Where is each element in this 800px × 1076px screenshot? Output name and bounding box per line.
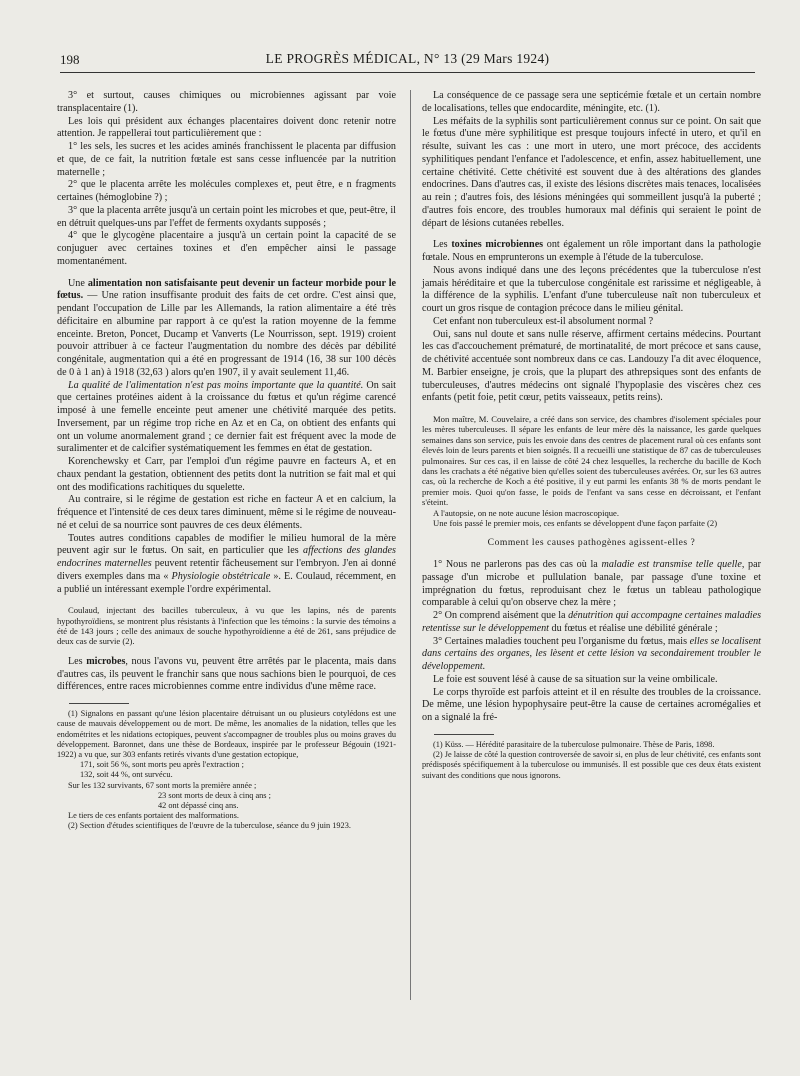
column-divider — [410, 90, 411, 1000]
footnote: (2) Section d'études scientifiques de l'œuvre de la tuberculose, séance du 9 juin 1923. — [68, 821, 351, 831]
right-column — [422, 90, 761, 781]
footnote-rule — [434, 734, 494, 735]
paragraph: Les méfaits de la syphilis sont particulièrement connus sur ce point. On sait que le fœtus d'une mère syphilitique est presque toujours infecté in utero, et qu'il en résulte, suivant les cas : une mort in utero, une mort précoce, des accidents syphilitiques pendant l'enfance et l'adolescence, et enfin, assez habituellement, une certaine chétivité. Cette chétivité est souvent due à des altérations des glandes endocrines. Dans d'autres cas, il existe des lésions discrètes mais tenaces, localisées au rein ; d'autres fois, des lésions méningées qui sommeillent jusqu'à la puberté ; d'autres fois encore, des troubles humoraux mal définis qui seraient le point de départ de lésions cutanées rebelles. — [422, 115, 761, 229]
paragraph: Cet enfant non tuberculeux est-il absolument normal ? — [433, 315, 654, 327]
footnote: 23 sont morts de deux à cinq ans ; — [158, 790, 271, 800]
paragraph: Toutes autres conditions capables de modifier le milieu humoral de la mère peuvent agir sur le fœtus. On sait, en particulier que les affections des glandes endocrines maternelles peuvent retentir fâcheusement sur l'embryon. J'en ai donné divers exemples dans ma « Physiologie obstétricale ». E. Coulaud, récemment, en a publié un intéressant exemple l'ordre expérimental. — [57, 532, 396, 595]
page-header — [60, 50, 755, 73]
footnote: Sur les 132 survivants, 67 sont morts la première année ; — [68, 780, 257, 790]
footnote: (2) Je laisse de côté la question controversée de savoir si, en plus de leur chétivité, ces enfants sont prédisposés spécifiquement à la tuberculose ou immunisés. Il est possible que ces deux états existent suivant des conditions que nous ignorons. — [422, 750, 761, 780]
paragraph: Une alimentation non satisfaisante peut devenir un facteur morbide pour le fœtus. — Une ration insuffisante produit des faits de cet ordre. C'est ainsi que, pendant l'occupation de Lille par les Allemands, la ration alimentaire a été très déficitaire en albumine par rapport à ce qu'est la ration moyenne de la femme enceinte. Breton, Poncet, Ducamp et Vanverts (Le Nourrisson, sept. 1919) croient pouvoir attribuer à ce facteur l'augmentation du nombre des décès par débilité congénitale, augmentation qui a été en progressant de 1914 (16, 38 sur 100 décès de 0 à 1 an) à 1918 (32,63 ) alors qu'en 1907, il y avait seulement 11,46. — [57, 277, 397, 378]
paragraph: 3° que la placenta arrête jusqu'à un certain point les microbes et que, peut-être, il en détruit quelques-uns par l'effet de ferments oxydants supposés ; — [57, 204, 396, 229]
paragraph: 4° que le glycogène placentaire a jusqu'à un certain point la capacité de se conjuguer avec certaines toxines et d'en empêcher ainsi le passage momentanément. — [57, 230, 396, 267]
paragraph: Au contraire, si le régime de gestation est riche en facteur A et en calcium, la fréquence et l'intensité de ces deux tares diminuent, même si le régime de nouveau-né et celui de sa nourrice sont pauvres de ces deux éléments. — [57, 494, 396, 531]
footnote: 132, soit 44 %, ont survécu. — [80, 770, 173, 780]
section-lead: microbes — [86, 655, 126, 667]
paragraph: 1° les sels, les sucres et les acides aminés franchissent le placenta par diffusion et que, de ce fait, la nutrition fœtale est sans cesse influencée par la nutrition maternelle ; — [57, 141, 396, 178]
paragraph: Oui, sans nul doute et sans nulle réserve, affirment certains médecins. Pourtant les cas d'accouchement prématuré, de mortinatalité, de mort précoce et sans cause, de chétivité accentuée sont nombreux dans ce cas. Landouzy l'a dit avec éloquence, M. Barbier enseigne, je crois, que la plupart des athrepsiques sont des enfants de tuberculeuses, d'autres médecins ont signalé l'hypoplasie des viscères chez ces enfants (petit foie, petit cœur, petits vaisseaux, petits reins). — [422, 328, 761, 404]
journal-title: LE PROGRÈS MÉDICAL, N° 13 (29 Mars 1924) — [265, 51, 550, 66]
small-print-block: Mon maître, M. Couvelaire, a créé dans son service, des chambres d'isolement spéciales pour les mères tuberculeuses. Il sépare les enfants de leur mère dès la naissance, les garde quelques semaines dans son service, puis les envoie dans des centres de placement rural où ces enfants sont élevés loin de leurs parents et bien soignés. Il a recueilli une statistique de 87 cas de tuberculeuses pulmonaires. Sur ces cas, il en laisse de côté 24 chez lesquelles, la recherche du bacille de Koch dans les crachats a été négative bien qu'elles soient des tuberculeuses avérées. Or, sur les 63 autres cas, où la recherche de Koch a été positive, il y eut parmi les enfants 38 % de morts pendant le premier mois. Quoi qu'on fasse, le poids de l'enfant va sans cesse en décroissant, et l'enfant s'éteint. A l'autopsie, on ne note aucune lésion macroscopique. Une fois passé le premier mois, ces enfants se développent d'une façon parfaite (2) — [422, 414, 761, 529]
italic-lead: La qualité de l'alimentation n'est pas moins importante que la quantité. — [68, 379, 364, 391]
paragraph: Le corps thyroïde est parfois atteint et il en résulte des troubles de la croissance. De même, une lésion hypophysaire peut-être la cause de certaines acromégalies et on a signalé la fré- — [422, 686, 761, 724]
footnotes — [57, 709, 396, 831]
paragraph: Les toxines microbiennes ont également un rôle important dans la pathologie fœtale. Nous en emprunterons un exemple à l'étude de la tuberculose. — [422, 239, 761, 263]
section-lead: alimentation non satisfaisante peut devenir un facteur morbide pour le fœtus. — [57, 277, 397, 302]
paragraph: Le foie est souvent lésé à cause de sa situation sur la veine ombilicale. — [433, 673, 718, 685]
footnote: 171, soit 56 %, sont morts peu après l'extraction ; — [80, 760, 244, 770]
paragraph: 1° Nous ne parlerons pas des cas où la maladie est transmise telle quelle, par passage d'un microbe et pullulation banale, par passage d'une toxine et imprégnation du fœtus, reproduisant chez le fœtus un tableau pathologique comparable à celui qu'on observe chez la mère ; — [422, 559, 761, 609]
paragraph: 2° On comprend aisément que la dénutrition qui accompagne certaines maladies retentisse sur le développement du fœtus et réalise une débilité générale ; — [422, 610, 762, 634]
paragraph: 3° et surtout, causes chimiques ou microbiennes agissant par voie transplacentaire (1). — [57, 90, 396, 114]
footnote: 42 ont dépassé cinq ans. — [158, 800, 239, 810]
paragraph: Korenchewsky et Carr, par l'emploi d'un régime pauvre en facteurs A, et en chaux pendant la gestation, obtiennent des petits dont la nutrition se fait mal et qui ont des modifications rachitiques du squelette. — [57, 456, 396, 493]
paragraph: Les microbes, nous l'avons vu, peuvent être arrêtés par le placenta, mais dans d'autres cas, ils peuvent le franchir sans que nous sachions bien le pourquoi, de ces différences, entre races microbiennes comme entre individus d'une même race. — [57, 655, 397, 693]
left-column — [57, 90, 396, 832]
footnote: (1) Küss. — Hérédité parasitaire de la tuberculose pulmonaire. Thèse de Paris, 1898. — [433, 739, 715, 749]
footnote-rule — [69, 703, 129, 704]
paragraph: Nous avons indiqué dans une des leçons précédentes que la tuberculose n'est jamais héréditaire et que la tuberculose congénitale est rarissime et négligeable, à la différence de la syphilis. L'enfant d'une tuberculeuse naît non tuberculeux et court un gros risque de contagion précoce dans le milieu génital. — [422, 264, 761, 314]
footnote: (1) Signalons en passant qu'une lésion placentaire détruisant un ou plusieurs cotylédons est une cause de mauvais développement ou de mort. De même, les anomalies de la nidation, telles que les endométrites et les nidations ectopiques, peuvent s'accompagner de troubles plus ou moins graves du développement. Baronnet, dans une thèse de Bordeaux, inspirée par le professeur Bégouin (1921-1922) a vu que, sur 303 enfants retirés vivants d'une gestation ectopique, — [57, 709, 396, 759]
section-lead: toxines microbiennes — [451, 239, 544, 251]
footnote: Le tiers de ces enfants portaient des malformations. — [68, 811, 239, 821]
paragraph: La qualité de l'alimentation n'est pas moins importante que la quantité. On sait que certaines protéines aident à la croissance du fœtus et qu'un régime carencé imposé à une femelle enceinte peut amener une chétivité marquée des petits. Inversement, par un régime trop riche en Az et en Ca, on obtient des enfants qui ont un volume anormalement grand ; ce dernier fait est fréquent avec la mode de suralimenter et de calcifier systématiquement les femmes en état de gestation. — [57, 379, 396, 455]
section-heading: Comment les causes pathogènes agissent-elles ? — [487, 537, 696, 549]
paragraph: Les lois qui président aux échanges placentaires doivent donc retenir notre attention. Je rappellerai tout particulièrement que : — [57, 115, 396, 140]
paragraph: La conséquence de ce passage sera une septicémie fœtale et un certain nombre de localisations, telles que endocardite, méningite, etc. (1). — [422, 90, 761, 114]
footnotes — [422, 740, 761, 781]
small-print-block: Coulaud, injectant des bacilles tuberculeux, à vu que les lapins, nés de parents hypothyroïdiens, se montrent plus résistants à l'infection que les témoins : la survie des témoins a été de 143 jours ; celle des animaux de souche hypothyroïdienne a été de 261, sans préjudice de deux cas de survie (2). — [57, 605, 396, 647]
page-number: 198 — [60, 52, 80, 67]
paragraph: 2° que le placenta arrête les molécules complexes et, peut être, e n fragments certaines (hémoglobine ?) ; — [57, 179, 396, 203]
paragraph: 3° Certaines maladies touchent peu l'organisme du fœtus, mais elles se localisent dans certains des organes, les lèsent et cette lésion va secondairement troubler le développement. — [422, 635, 761, 673]
